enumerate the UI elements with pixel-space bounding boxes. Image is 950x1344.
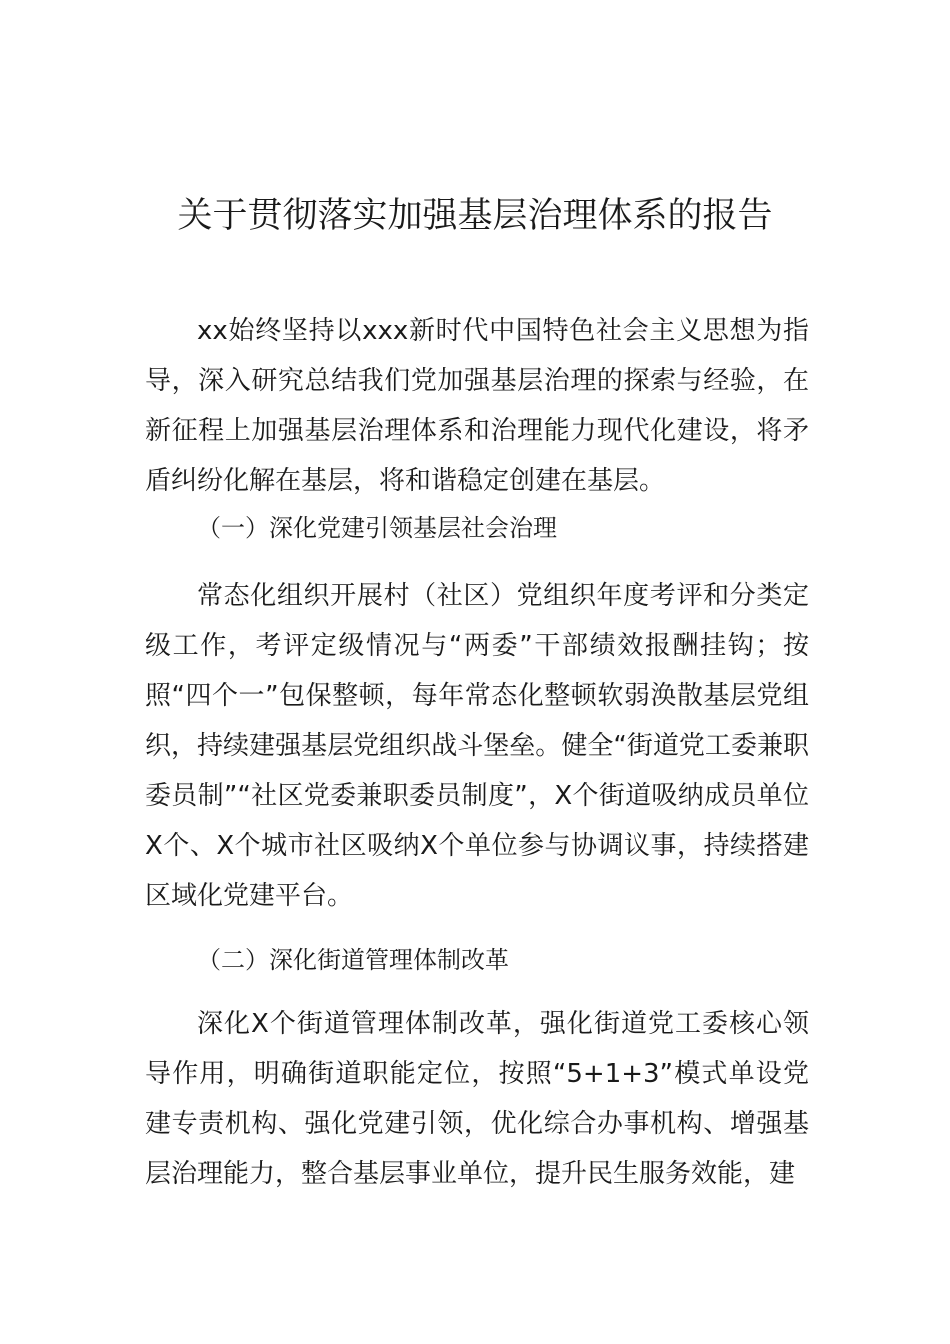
section-heading-2: （二）深化街道管理体制改革 <box>197 946 509 974</box>
intro-paragraph: xx始终坚持以xxx新时代中国特色社会主义思想为指导，深入研究总结我们党加强基层治理的探索与经验，在新征程上加强基层治理体系和治理能力现代化建设，将矛盾纠纷化解在基层，将和谐稳定创建在基层。 <box>145 316 809 496</box>
section-heading-1: （一）深化党建引领基层社会治理 <box>197 514 557 542</box>
section-1-paragraph: 常态化组织开展村（社区）党组织年度考评和分类定级工作，考评定级情况与“两委”干部绩效报酬挂钩；按照“四个一”包保整顿，每年常态化整顿软弱涣散基层党组织，持续建强基层党组织战斗堡垒。健全“街道党工委兼职委员制”“社区党委兼职委员制度”，X个街道吸纳成员单位X个、X个城市社区吸纳X个单位参与协调议事，持续搭建区域化党建平台。 <box>145 581 809 911</box>
document-title: 关于贯彻落实加强基层治理体系的报告 <box>177 196 773 236</box>
section-2-paragraph: 深化X个街道管理体制改革，强化街道党工委核心领导作用，明确街道职能定位，按照“5+1+3”模式单设党建专责机构、强化党建引领，优化综合办事机构、增强基层治理能力，整合基层事业单位，提升民生服务效能，建 <box>145 1009 809 1189</box>
